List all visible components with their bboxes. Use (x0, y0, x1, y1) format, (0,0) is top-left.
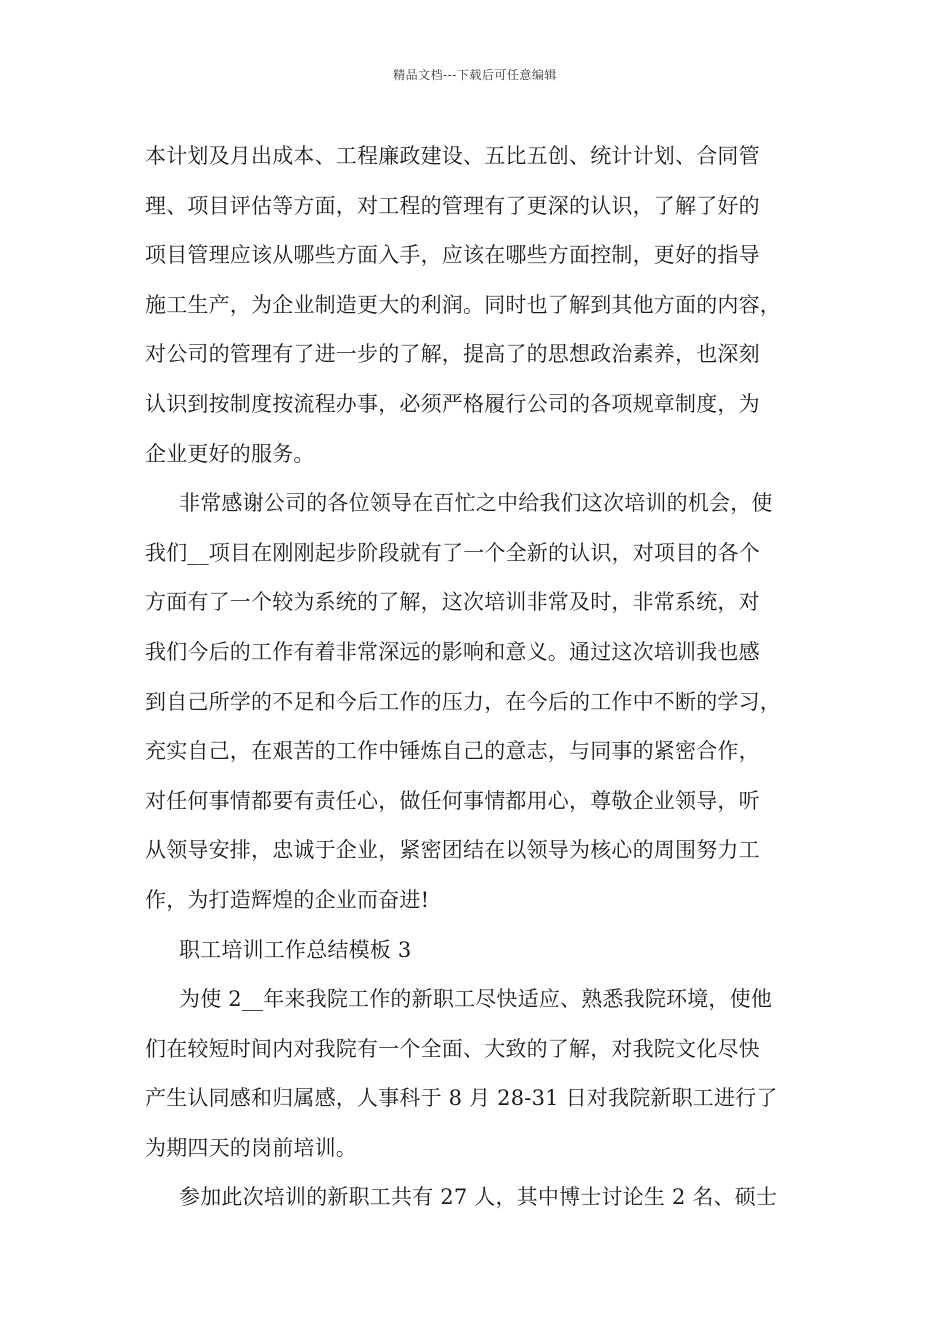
paragraph-line: 认识到按制度按流程办事，必须严格履行公司的各项规章制度，为 (145, 391, 760, 416)
paragraph-line: 项目管理应该从哪些方面入手，应该在哪些方面控制，更好的指导 (145, 243, 760, 268)
paragraph-line: 方面有了一个较为系统的了解，这次培训非常及时，非常系统，对 (145, 590, 760, 615)
paragraph-line: 作，为打造辉煌的企业而奋进! (145, 887, 430, 912)
paragraph-line: 为使 2__年来我院工作的新职工尽快适应、熟悉我院环境，使他 (179, 987, 773, 1012)
paragraph-line: 到自己所学的不足和今后工作的压力，在今后的工作中不断的学习， (145, 689, 781, 714)
paragraph-line: 非常感谢公司的各位领导在百忙之中给我们这次培训的机会，使 (179, 491, 773, 516)
paragraph-line: 本计划及月出成本、工程廉政建设、五比五创、统计计划、合同管 (145, 144, 760, 168)
section-heading: 职工培训工作总结模板 3 (179, 937, 412, 962)
paragraph-line: 对公司的管理有了进一步的了解，提高了的思想政治素养，也深刻 (145, 342, 760, 367)
page-header: 精品文档---下载后可任意编辑 (393, 68, 557, 82)
paragraph-line: 们在较短时间内对我院有一个全面、大致的了解，对我院文化尽快 (145, 1036, 760, 1061)
document-body (145, 132, 825, 1223)
paragraph-line: 我们今后的工作有着非常深远的影响和意义。通过这次培训我也感 (145, 639, 760, 664)
paragraph-line: 我们__项目在刚刚起步阶段就有了一个全新的认识，对项目的各个 (145, 540, 760, 565)
paragraph-line: 为期四天的岗前培训。 (145, 1135, 357, 1160)
paragraph-line: 产生认同感和归属感，人事科于 8 月 28-31 日对我院新职工进行了 (145, 1086, 778, 1111)
paragraph-line: 企业更好的服务。 (145, 441, 315, 466)
paragraph-line: 施工生产，为企业制造更大的利润。同时也了解到其他方面的内容， (145, 292, 781, 317)
paragraph-line: 参加此次培训的新职工共有 27 人，其中博士讨论生 2 名、硕士 (179, 1185, 778, 1210)
paragraph-line: 对任何事情都要有责任心，做任何事情都用心，尊敬企业领导，听 (145, 788, 760, 813)
paragraph-line: 理、项目评估等方面，对工程的管理有了更深的认识，了解了好的 (145, 193, 760, 218)
paragraph-line: 充实自己，在艰苦的工作中锤炼自己的意志，与同事的紧密合作， (145, 739, 760, 764)
paragraph-line: 从领导安排，忠诚于企业，紧密团结在以领导为核心的周围努力工 (145, 838, 760, 863)
